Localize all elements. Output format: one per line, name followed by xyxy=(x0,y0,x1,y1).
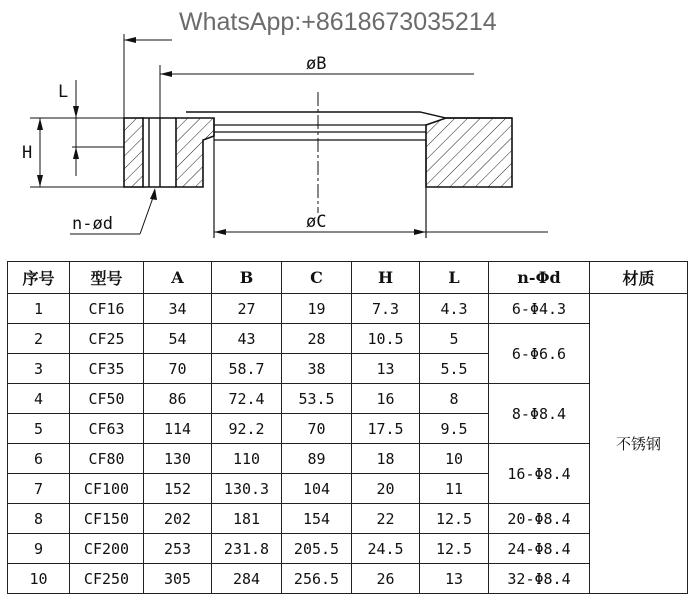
cell-l: 12.5 xyxy=(420,534,489,564)
cell-c: 154 xyxy=(282,504,352,534)
cell-model: CF200 xyxy=(70,534,144,564)
cell-no: 5 xyxy=(8,414,70,444)
cell-b: 231.8 xyxy=(212,534,282,564)
dimension-c-label: øC xyxy=(306,212,327,232)
table-row xyxy=(8,534,688,564)
dimension-h-label: H xyxy=(22,143,33,163)
cell-no: 7 xyxy=(8,474,70,504)
table-header-row xyxy=(8,262,688,294)
cell-model: CF25 xyxy=(70,324,144,354)
flange-cross-section-drawing xyxy=(0,0,699,255)
table-row xyxy=(8,444,688,474)
header-holes: n-Φd xyxy=(489,262,590,294)
cell-model: CF16 xyxy=(70,294,144,324)
cell-a: 152 xyxy=(144,474,212,504)
header-material: 材质 xyxy=(590,262,688,294)
cell-a: 86 xyxy=(144,384,212,414)
cell-l: 13 xyxy=(420,564,489,594)
cell-c: 53.5 xyxy=(282,384,352,414)
header-c: C xyxy=(282,262,352,294)
cell-no: 8 xyxy=(8,504,70,534)
cell-no: 4 xyxy=(8,384,70,414)
table-row xyxy=(8,384,688,414)
cell-model: CF80 xyxy=(70,444,144,474)
cell-h: 22 xyxy=(352,504,420,534)
header-h: H xyxy=(352,262,420,294)
cell-a: 54 xyxy=(144,324,212,354)
dimension-a-leader xyxy=(124,34,172,118)
cell-l: 8 xyxy=(420,384,489,414)
cell-c: 28 xyxy=(282,324,352,354)
cell-c: 89 xyxy=(282,444,352,474)
dimension-h xyxy=(22,118,124,187)
cell-a: 34 xyxy=(144,294,212,324)
header-a: A xyxy=(144,262,212,294)
table-row xyxy=(8,564,688,594)
header-l: L xyxy=(420,262,489,294)
cell-a: 114 xyxy=(144,414,212,444)
cell-model: CF150 xyxy=(70,504,144,534)
cell-l: 4.3 xyxy=(420,294,489,324)
flange-left-body xyxy=(176,118,214,238)
flange-right-body xyxy=(426,118,512,238)
cell-b: 27 xyxy=(212,294,282,324)
cell-h: 20 xyxy=(352,474,420,504)
cell-model: CF50 xyxy=(70,384,144,414)
cell-l: 12.5 xyxy=(420,504,489,534)
cell-no: 6 xyxy=(8,444,70,474)
cell-b: 43 xyxy=(212,324,282,354)
cell-c: 19 xyxy=(282,294,352,324)
table-row xyxy=(8,324,688,354)
cell-h: 18 xyxy=(352,444,420,474)
cell-model: CF63 xyxy=(70,414,144,444)
cell-no: 3 xyxy=(8,354,70,384)
cell-h: 24.5 xyxy=(352,534,420,564)
cell-no: 1 xyxy=(8,294,70,324)
cell-b: 72.4 xyxy=(212,384,282,414)
cell-holes: 20-Φ8.4 xyxy=(489,504,590,534)
cell-c: 104 xyxy=(282,474,352,504)
cell-a: 202 xyxy=(144,504,212,534)
cell-h: 16 xyxy=(352,384,420,414)
cell-holes: 6-Φ4.3 xyxy=(489,294,590,324)
cell-l: 9.5 xyxy=(420,414,489,444)
cell-c: 38 xyxy=(282,354,352,384)
flange-spec-table xyxy=(7,261,688,594)
cell-no: 9 xyxy=(8,534,70,564)
hole-callout xyxy=(70,188,157,234)
cell-holes: 8-Φ8.4 xyxy=(489,384,590,444)
cell-a: 305 xyxy=(144,564,212,594)
cell-holes: 32-Φ8.4 xyxy=(489,564,590,594)
header-model: 型号 xyxy=(70,262,144,294)
dimension-l-label: L xyxy=(58,82,69,102)
cell-b: 284 xyxy=(212,564,282,594)
cell-a: 130 xyxy=(144,444,212,474)
dimension-b xyxy=(160,54,474,118)
cell-no: 2 xyxy=(8,324,70,354)
cell-c: 256.5 xyxy=(282,564,352,594)
cell-model: CF250 xyxy=(70,564,144,594)
cell-material: 不锈钢 xyxy=(590,294,688,594)
watermark: WhatsApp:+8618673035214 xyxy=(179,8,497,36)
table-row xyxy=(8,294,688,324)
cell-no: 10 xyxy=(8,564,70,594)
cell-h: 7.3 xyxy=(352,294,420,324)
cell-h: 10.5 xyxy=(352,324,420,354)
cell-h: 26 xyxy=(352,564,420,594)
cell-b: 92.2 xyxy=(212,414,282,444)
table-row xyxy=(8,504,688,534)
cell-h: 13 xyxy=(352,354,420,384)
cell-b: 130.3 xyxy=(212,474,282,504)
cell-l: 5.5 xyxy=(420,354,489,384)
cell-holes: 24-Φ8.4 xyxy=(489,534,590,564)
cell-b: 181 xyxy=(212,504,282,534)
cell-c: 205.5 xyxy=(282,534,352,564)
cell-l: 5 xyxy=(420,324,489,354)
cell-a: 253 xyxy=(144,534,212,564)
cell-a: 70 xyxy=(144,354,212,384)
cell-l: 11 xyxy=(420,474,489,504)
dimension-c xyxy=(214,212,548,235)
dimension-l xyxy=(58,80,124,176)
cell-c: 70 xyxy=(282,414,352,444)
header-no: 序号 xyxy=(8,262,70,294)
flange-left-section xyxy=(124,118,176,187)
cell-b: 58.7 xyxy=(212,354,282,384)
cell-l: 10 xyxy=(420,444,489,474)
cell-holes: 16-Φ8.4 xyxy=(489,444,590,504)
cell-model: CF100 xyxy=(70,474,144,504)
dimension-b-label: øB xyxy=(306,54,327,74)
cell-b: 110 xyxy=(212,444,282,474)
header-b: B xyxy=(212,262,282,294)
cell-h: 17.5 xyxy=(352,414,420,444)
cell-holes: 6-Φ6.6 xyxy=(489,324,590,384)
cell-model: CF35 xyxy=(70,354,144,384)
hole-callout-label: n-ød xyxy=(72,214,113,234)
